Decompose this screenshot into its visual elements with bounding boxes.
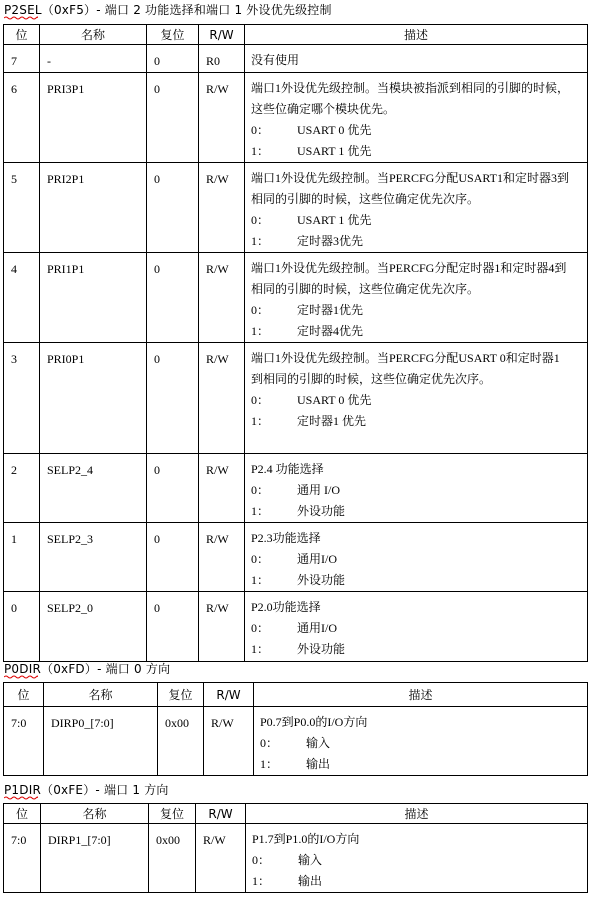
rw-cell: [199, 73, 245, 163]
description-line: 到相同的引脚的时候，这些位确定优先次序。: [251, 372, 492, 386]
name-cell-text: DIRP1_[7:0]: [48, 833, 111, 847]
description-cell: [245, 253, 588, 343]
bit-cell: [4, 824, 41, 893]
reset-cell-text: 0x00: [165, 716, 189, 730]
option-line: [251, 321, 587, 342]
option-key: 0：: [252, 853, 271, 867]
option-key: 1：: [252, 874, 271, 888]
description-cell: [245, 163, 588, 253]
name-cell-text: DIRP0_[7:0]: [51, 716, 114, 730]
description-line: P1.7到P1.0的I/O方向: [252, 832, 360, 846]
name-cell-text: SELP2_0: [47, 601, 94, 615]
option-key: 0：: [251, 483, 270, 497]
option-line: [251, 639, 587, 660]
header-name: 名称: [41, 804, 149, 824]
description-cell: [245, 523, 588, 592]
option-line: [251, 390, 587, 411]
option-value: 外设功能: [297, 504, 346, 518]
name-cell: [40, 163, 147, 253]
name-cell: [40, 454, 147, 523]
description-cell: [246, 824, 588, 893]
option-value: 通用 I/O: [297, 483, 340, 497]
rw-cell: [199, 523, 245, 592]
option-key: 0：: [251, 621, 270, 635]
bit-cell-text: 7:0: [11, 833, 27, 847]
name-cell: [44, 707, 158, 776]
table-row: [4, 45, 588, 73]
bit-cell: [4, 343, 40, 454]
rw-cell-text: R0: [206, 54, 221, 68]
rw-cell-text: R/W: [203, 833, 226, 847]
table-row: [4, 824, 588, 893]
table-row: [4, 592, 588, 662]
register-table-p2sel: [3, 24, 588, 662]
reset-cell: [149, 824, 196, 893]
reset-cell-text: 0: [154, 262, 160, 276]
rw-cell: [199, 592, 245, 662]
option-key: 0：: [251, 552, 270, 566]
register-table-p0dir: [3, 682, 588, 776]
rw-cell-text: R/W: [206, 532, 229, 546]
reset-cell: [147, 163, 199, 253]
rw-cell-text: R/W: [206, 262, 229, 276]
description-cell: [245, 343, 588, 454]
name-cell: [40, 73, 147, 163]
option-value: 输入: [298, 853, 323, 867]
reset-cell-text: 0: [154, 54, 160, 68]
option-key: 1：: [251, 324, 270, 338]
reset-cell: [147, 73, 199, 163]
header-row: [4, 25, 588, 45]
name-cell-text: PRI0P1: [47, 352, 85, 366]
name-cell: [40, 343, 147, 454]
bit-cell-text: 5: [11, 172, 17, 186]
option-line: [251, 231, 587, 252]
description-line: P2.3功能选择: [251, 531, 321, 545]
reset-cell-text: 0: [154, 601, 160, 615]
section-title-p0dir: P0DIR（0xFD）- 端口 0 方向: [4, 662, 171, 676]
rw-cell-text: R/W: [206, 463, 229, 477]
rw-cell-text: R/W: [206, 352, 229, 366]
header-row: [4, 683, 588, 707]
rw-cell: [196, 824, 246, 893]
name-cell-text: SELP2_4: [47, 463, 94, 477]
name-cell: [40, 523, 147, 592]
description-line: 相同的引脚的时候，这些位确定优先次序。: [251, 192, 480, 206]
header-row: [4, 804, 588, 824]
header-reset: 复位: [149, 804, 196, 824]
register-table-p1dir: [3, 803, 588, 893]
spellcheck-underline: [4, 16, 38, 20]
bit-cell-text: 3: [11, 352, 17, 366]
rw-cell-text: R/W: [206, 82, 229, 96]
bit-cell: [4, 707, 44, 776]
header-reset: 复位: [158, 683, 204, 707]
option-line: [260, 754, 587, 775]
option-value: 定时器1 优先: [297, 414, 367, 428]
bit-cell-text: 4: [11, 262, 17, 276]
bit-cell-text: 6: [11, 82, 17, 96]
header-bit: 位: [4, 683, 44, 707]
option-line: [251, 411, 587, 432]
name-cell-text: PRI2P1: [47, 172, 85, 186]
table-row: [4, 523, 588, 592]
reset-cell-text: 0: [154, 82, 160, 96]
option-line: [252, 850, 587, 871]
table-row: [4, 454, 588, 523]
option-value: USART 1 优先: [297, 144, 372, 158]
name-cell: [40, 592, 147, 662]
description-line: 端口1外设优先级控制。当PERCFG分配USART 0和定时器1: [251, 351, 560, 365]
rw-cell-text: R/W: [211, 716, 234, 730]
header-description: 描述: [245, 25, 588, 45]
reset-cell: [147, 253, 199, 343]
header-description: 描述: [246, 804, 588, 824]
bit-cell: [4, 163, 40, 253]
option-key: 0：: [251, 123, 270, 137]
reset-cell: [147, 592, 199, 662]
table-row: [4, 707, 588, 776]
option-key: 1：: [251, 504, 270, 518]
option-line: [251, 549, 587, 570]
rw-cell: [199, 343, 245, 454]
description-cell: [254, 707, 588, 776]
option-value: 外设功能: [297, 573, 346, 587]
option-key: 0：: [251, 303, 270, 317]
option-value: USART 0 优先: [297, 123, 372, 137]
option-key: 1：: [251, 573, 270, 587]
header-rw: R/W: [199, 25, 245, 45]
name-cell: [40, 253, 147, 343]
spellcheck-underline: [4, 675, 38, 679]
section-title-p2sel: P2SEL（0xF5）- 端口 2 功能选择和端口 1 外设优先级控制: [4, 3, 332, 17]
option-line: [251, 120, 587, 141]
rw-cell: [199, 454, 245, 523]
header-name: 名称: [44, 683, 158, 707]
reset-cell-text: 0: [154, 352, 160, 366]
option-key: 0：: [251, 393, 270, 407]
table-row: [4, 253, 588, 343]
option-line: [252, 871, 587, 892]
option-key: 1：: [251, 144, 270, 158]
header-bit: 位: [4, 804, 41, 824]
option-value: USART 0 优先: [297, 393, 372, 407]
reset-cell: [158, 707, 204, 776]
bit-cell-text: 7: [11, 54, 17, 68]
option-line: [251, 480, 587, 501]
option-key: 1：: [260, 757, 279, 771]
reset-cell: [147, 45, 199, 73]
rw-cell: [199, 163, 245, 253]
option-key: 1：: [251, 642, 270, 656]
option-value: 通用I/O: [297, 552, 337, 566]
description-line: P2.4 功能选择: [251, 462, 324, 476]
name-cell-text: SELP2_3: [47, 532, 94, 546]
reset-cell: [147, 343, 199, 454]
reset-cell: [147, 454, 199, 523]
name-cell: [41, 824, 149, 893]
reset-cell: [147, 523, 199, 592]
option-value: 外设功能: [297, 642, 346, 656]
spellcheck-underline: [4, 796, 38, 800]
bit-cell: [4, 454, 40, 523]
description-cell: [245, 454, 588, 523]
header-rw: R/W: [204, 683, 254, 707]
rw-cell: [204, 707, 254, 776]
description-line: 没有使用: [251, 53, 300, 67]
option-line: [251, 501, 587, 522]
reset-cell-text: 0: [154, 532, 160, 546]
header-bit: 位: [4, 25, 40, 45]
option-value: 输出: [306, 757, 331, 771]
option-line: [260, 733, 587, 754]
bit-cell-text: 1: [11, 532, 17, 546]
option-value: 定时器4优先: [297, 324, 364, 338]
header-name: 名称: [40, 25, 147, 45]
rw-cell: [199, 253, 245, 343]
description-line: P2.0功能选择: [251, 600, 321, 614]
bit-cell: [4, 73, 40, 163]
option-key: 0：: [260, 736, 279, 750]
bit-cell: [4, 253, 40, 343]
description-line: 这些位确定哪个模块优先。: [251, 102, 396, 116]
header-reset: 复位: [147, 25, 199, 45]
bit-cell-text: 2: [11, 463, 17, 477]
option-value: 定时器3优先: [297, 234, 364, 248]
option-value: USART 1 优先: [297, 213, 372, 227]
option-line: [251, 570, 587, 591]
description-cell: [245, 592, 588, 662]
table-row: [4, 163, 588, 253]
description-cell: [245, 73, 588, 163]
option-value: 通用I/O: [297, 621, 337, 635]
name-cell-text: -: [47, 54, 51, 68]
name-cell-text: PRI1P1: [47, 262, 85, 276]
rw-cell-text: R/W: [206, 601, 229, 615]
bit-cell: [4, 523, 40, 592]
option-line: [251, 618, 587, 639]
bit-cell: [4, 45, 40, 73]
bit-cell-text: 0: [11, 601, 17, 615]
rw-cell: [199, 45, 245, 73]
option-key: 1：: [251, 234, 270, 248]
description-line: 端口1外设优先级控制。当PERCFG分配USART1和定时器3到: [251, 171, 569, 185]
description-line: P0.7到P0.0的I/O方向: [260, 715, 368, 729]
option-key: 0：: [251, 213, 270, 227]
name-cell: [40, 45, 147, 73]
option-line: [251, 141, 587, 162]
option-value: 输入: [306, 736, 331, 750]
description-line: 端口1外设优先级控制。当模块被指派到相同的引脚的时候，: [251, 81, 570, 95]
section-title-p1dir: P1DIR（0xFE）- 端口 1 方向: [4, 783, 169, 797]
option-value: 输出: [298, 874, 323, 888]
table-row: [4, 73, 588, 163]
reset-cell-text: 0: [154, 463, 160, 477]
option-line: [251, 210, 587, 231]
name-cell-text: PRI3P1: [47, 82, 85, 96]
header-rw: R/W: [196, 804, 246, 824]
rw-cell-text: R/W: [206, 172, 229, 186]
description-cell: [245, 45, 588, 73]
description-line: 端口1外设优先级控制。当PERCFG分配定时器1和定时器4到: [251, 261, 567, 275]
reset-cell-text: 0x00: [156, 833, 180, 847]
bit-cell-text: 7:0: [11, 716, 27, 730]
option-value: 定时器1优先: [297, 303, 364, 317]
bit-cell: [4, 592, 40, 662]
table-row: [4, 343, 588, 454]
description-line: 相同的引脚的时候，这些位确定优先次序。: [251, 282, 480, 296]
header-description: 描述: [254, 683, 588, 707]
reset-cell-text: 0: [154, 172, 160, 186]
option-key: 1：: [251, 414, 270, 428]
option-line: [251, 300, 587, 321]
